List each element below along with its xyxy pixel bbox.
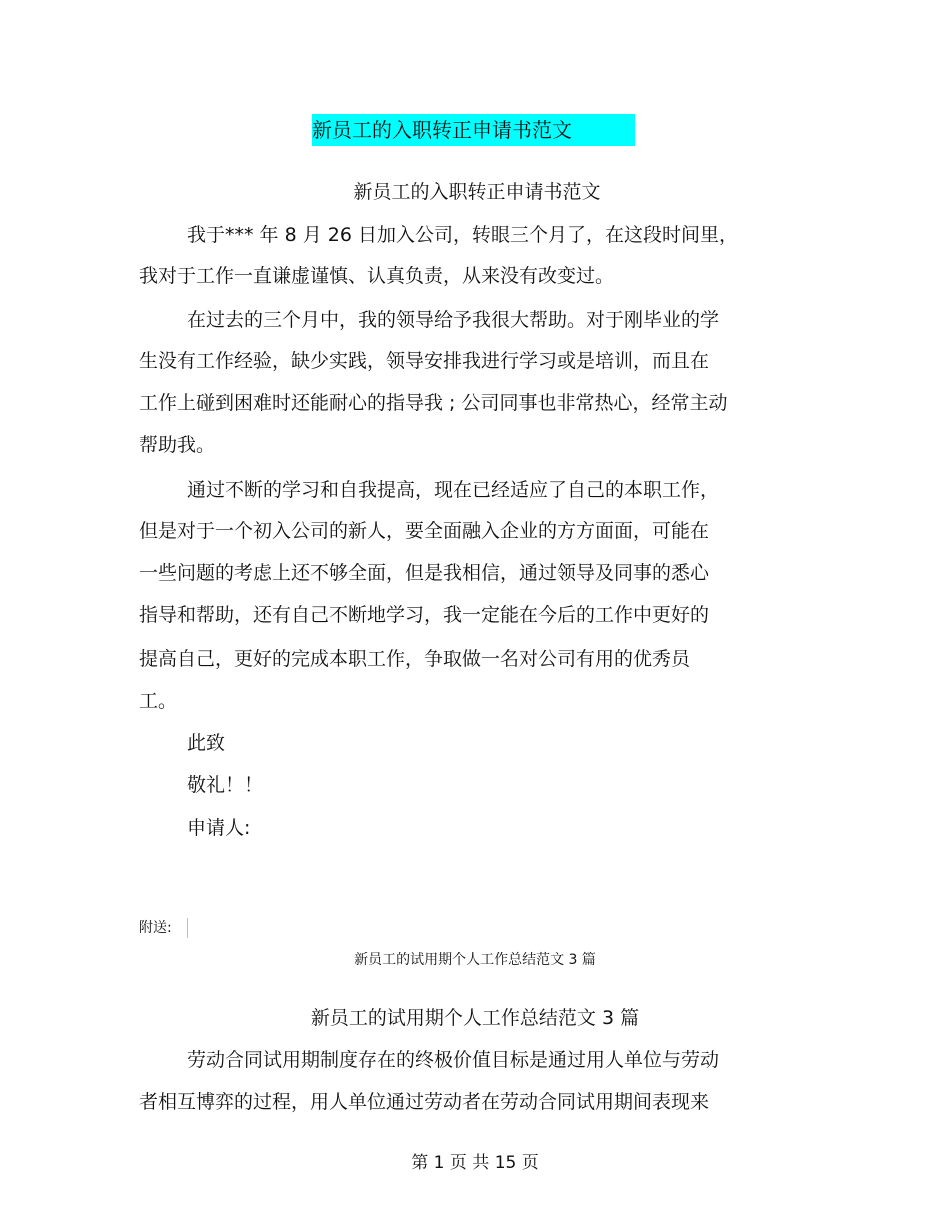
- body-line-6: 帮助我。: [139, 434, 216, 456]
- attachment-divider: [187, 918, 188, 938]
- document-title: 新员工的入职转正申请书范文: [312, 118, 572, 142]
- section-line-2: 者相互博弈的过程，用人单位通过劳动者在劳动合同试用期间表现来: [139, 1091, 710, 1113]
- closing-line-1: 此致: [187, 732, 226, 754]
- attachment-label: 附送:: [139, 920, 172, 936]
- page-footer: 第 1 页 共 15 页: [411, 1153, 539, 1173]
- body-line-4: 生没有工作经验，缺少实践，领导安排我进行学习或是培训，而且在: [139, 350, 710, 372]
- body-line-12: 工。: [139, 690, 178, 712]
- attachment-heading: 新员工的试用期个人工作总结范文 3 篇: [354, 952, 596, 968]
- body-line-8: 但是对于一个初入公司的新人，要全面融入企业的方方面面，可能在: [139, 520, 710, 542]
- body-line-2: 我对于工作一直谦虚谨慎、认真负责，从来没有改变过。: [139, 265, 615, 287]
- body-line-3: 在过去的三个月中，我的领导给予我很大帮助。对于刚毕业的学: [187, 309, 720, 331]
- section-heading: 新员工的试用期个人工作总结范文 3 篇: [310, 1007, 640, 1029]
- document-subtitle: 新员工的入职转正申请书范文: [353, 181, 601, 203]
- body-line-1: 我于*** 年 8 月 26 日加入公司，转眼三个月了，在这段时间里，: [187, 224, 738, 246]
- body-line-10: 指导和帮助，还有自己不断地学习，我一定能在今后的工作中更好的: [139, 604, 710, 626]
- body-line-11: 提高自己，更好的完成本职工作，争取做一名对公司有用的优秀员: [139, 648, 691, 670]
- body-line-9: 一些问题的考虑上还不够全面，但是我相信，通过领导及同事的悉心: [139, 562, 710, 584]
- closing-line-2: 敬礼！！: [187, 774, 264, 796]
- section-line-1: 劳动合同试用期制度存在的终极价值目标是通过用人单位与劳动: [187, 1049, 720, 1071]
- body-line-5: 工作上碰到困难时还能耐心的指导我 ; 公司同事也非常热心，经常主动: [139, 392, 728, 414]
- applicant-line: 申请人:: [187, 817, 251, 839]
- body-line-7: 通过不断的学习和自我提高，现在已经适应了自己的本职工作，: [187, 479, 720, 501]
